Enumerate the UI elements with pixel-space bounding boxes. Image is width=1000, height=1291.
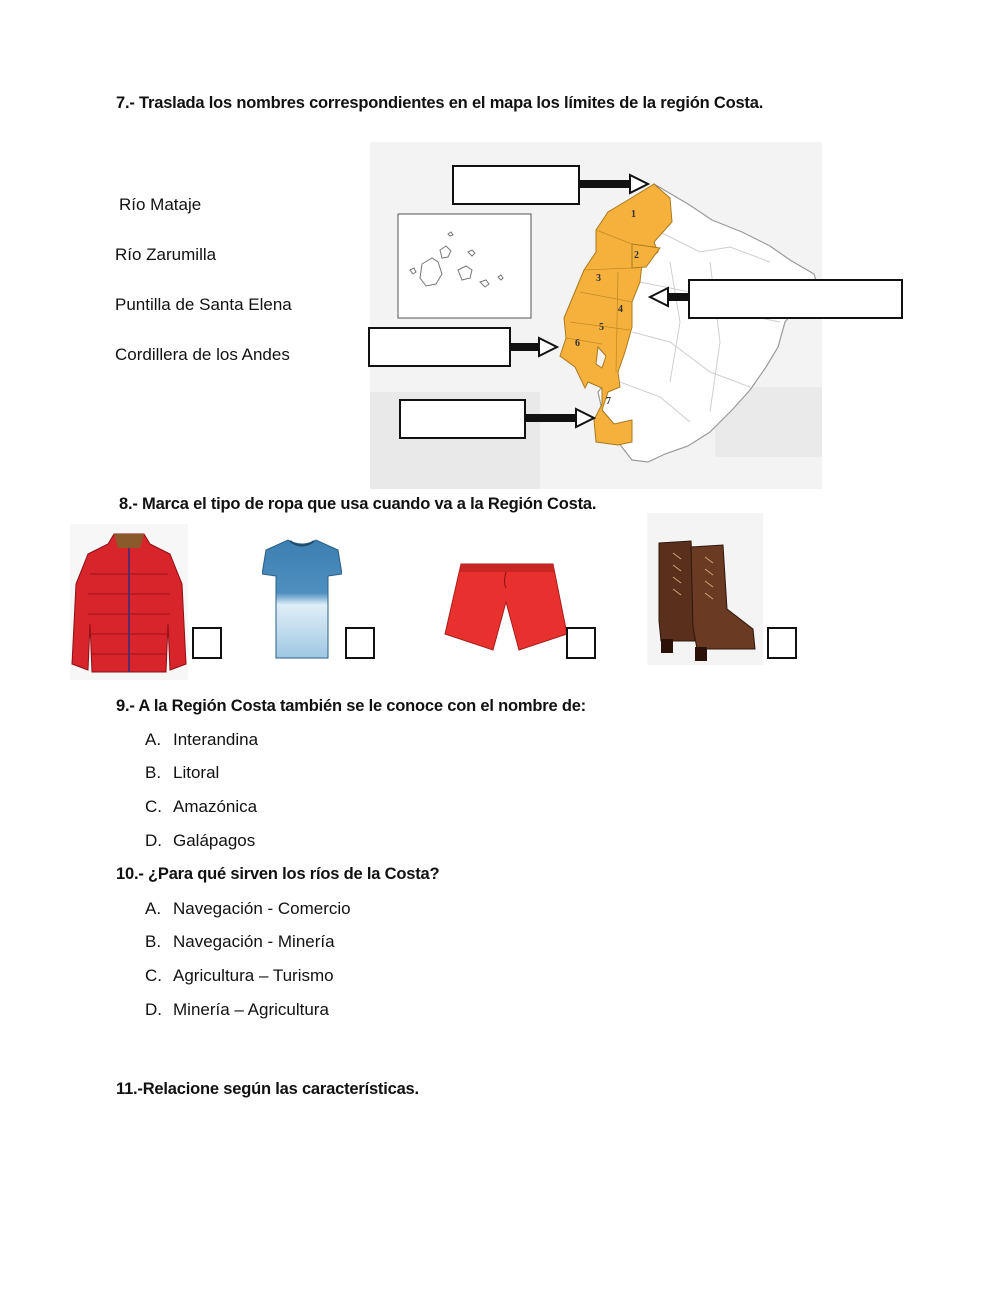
q10-title: 10.- ¿Para qué sirven los ríos de la Costa? xyxy=(116,865,440,883)
q7-title: 7.- Traslada los nombres correspondientes en el mapa los límites de la región Costa. xyxy=(116,94,764,112)
arrow-right-icon xyxy=(580,175,648,193)
province-number-7: 7 xyxy=(606,396,611,407)
q11-title: 11.-Relacione según las características. xyxy=(116,1080,419,1098)
q8-title: 8.- Marca el tipo de ropa que usa cuando va a la Región Costa. xyxy=(119,495,597,513)
checkbox-shorts[interactable] xyxy=(566,627,596,659)
q9-option-a[interactable]: A. Interandina xyxy=(145,730,259,749)
q10-option-b[interactable]: B. Navegación - Minería xyxy=(145,932,335,951)
q10-option-a[interactable]: A. Navegación - Comercio xyxy=(145,899,351,918)
q9-option-b[interactable]: B. Litoral xyxy=(145,763,220,782)
checkbox-jacket[interactable] xyxy=(192,627,222,659)
arrow-right-icon xyxy=(511,338,557,356)
q9-option-c[interactable]: C. Amazónica xyxy=(145,797,258,816)
word-rio-zarumilla[interactable]: Río Zarumilla xyxy=(115,245,217,264)
word-cordillera-andes[interactable]: Cordillera de los Andes xyxy=(115,345,290,364)
red-jacket-image xyxy=(70,524,188,680)
brown-boots-image xyxy=(647,513,763,665)
blue-tshirt-image xyxy=(262,536,342,660)
word-rio-mataje[interactable]: Río Mataje xyxy=(119,195,202,214)
province-number-2: 2 xyxy=(634,250,639,261)
q9-option-d[interactable]: D. Galápagos xyxy=(145,831,256,850)
q10-option-c[interactable]: C. Agricultura – Turismo xyxy=(145,966,334,985)
arrow-left-icon xyxy=(650,288,688,306)
province-number-1: 1 xyxy=(631,209,636,220)
province-number-5: 5 xyxy=(599,322,604,333)
province-number-4: 4 xyxy=(618,304,623,315)
q10-option-d[interactable]: D. Minería – Agricultura xyxy=(145,1000,329,1019)
word-puntilla-santa-elena[interactable]: Puntilla de Santa Elena xyxy=(115,295,292,314)
province-number-6: 6 xyxy=(575,338,580,349)
arrow-right-icon xyxy=(526,409,594,427)
checkbox-boots[interactable] xyxy=(767,627,797,659)
checkbox-tshirt[interactable] xyxy=(345,627,375,659)
map-arrows xyxy=(0,0,1000,500)
q9-title: 9.- A la Región Costa también se le conoce con el nombre de: xyxy=(116,697,586,715)
province-number-3: 3 xyxy=(596,273,601,284)
red-shorts-image xyxy=(443,558,569,658)
